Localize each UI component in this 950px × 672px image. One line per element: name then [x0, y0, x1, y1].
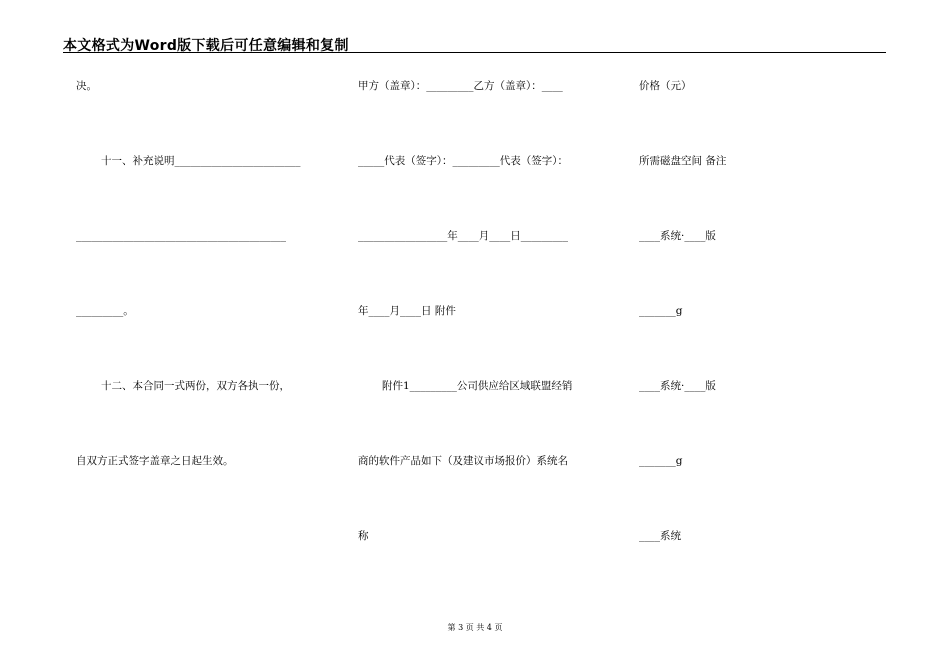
document-header-title: 本文格式为Word版下载后可任意编辑和复制: [63, 38, 349, 54]
right-line-1: 价格（元）: [639, 80, 692, 92]
left-line-2: 十一、补充说明________________________: [101, 155, 301, 167]
middle-line-2: _____代表（签字）：_________代表（签字）：: [358, 155, 568, 167]
right-line-7: ____系统: [639, 530, 681, 542]
right-line-4: _______g: [639, 305, 683, 317]
right-line-2: 所需磁盘空间 备注: [639, 155, 727, 167]
header-divider: [63, 52, 886, 53]
left-line-4: _________。: [76, 305, 134, 317]
middle-line-4: 年____月____日 附件: [358, 305, 456, 317]
middle-line-1: 甲方（盖章）：_________乙方（盖章）：____: [358, 80, 563, 92]
page-number: 第 3 页 共 4 页: [447, 623, 503, 632]
middle-line-5: 附件1_________公司供应给区域联盟经销: [382, 380, 573, 392]
left-line-3: ________________________________________: [76, 230, 286, 242]
middle-line-7: 称: [358, 530, 369, 542]
left-line-5: 十二、本合同一式两份，双方各执一份，: [101, 380, 290, 392]
left-line-1: 决。: [76, 80, 97, 92]
left-line-6: 自双方正式签字盖章之日起生效。: [76, 455, 234, 467]
middle-line-3: _________________年____月____日_________: [358, 230, 568, 242]
right-line-6: _______g: [639, 455, 683, 467]
right-line-5: ____系统·____版: [639, 380, 716, 392]
right-line-3: ____系统·____版: [639, 230, 716, 242]
middle-line-6: 商的软件产品如下（及建议市场报价）系统名: [358, 455, 568, 467]
